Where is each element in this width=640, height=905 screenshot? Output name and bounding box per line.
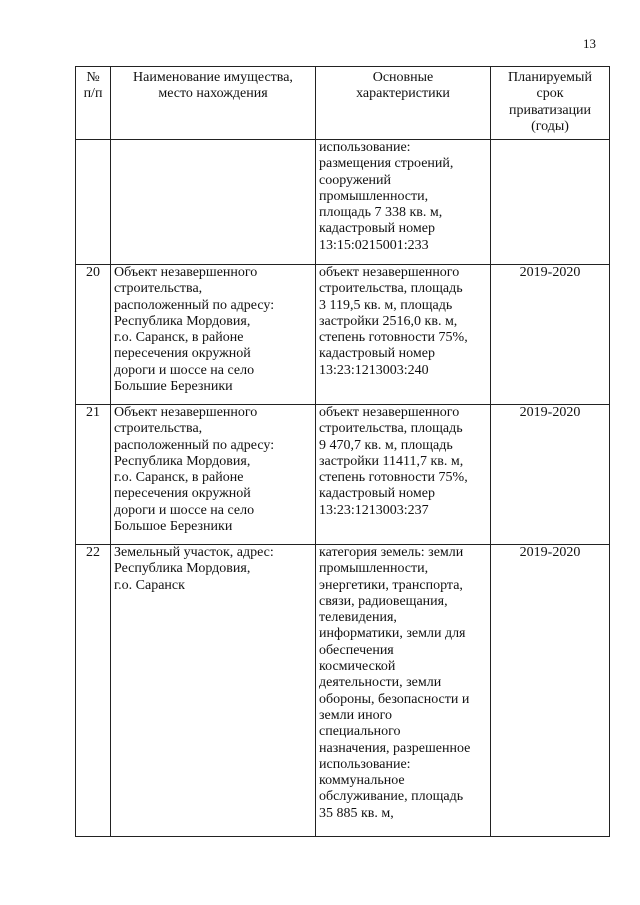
row-num: 21 bbox=[76, 405, 111, 545]
table-body bbox=[76, 140, 610, 837]
table-header bbox=[76, 67, 610, 140]
row-num: 22 bbox=[76, 545, 111, 837]
header-row bbox=[76, 67, 610, 140]
row-num: 20 bbox=[76, 265, 111, 405]
page-number: 13 bbox=[583, 36, 596, 51]
row-num bbox=[76, 140, 111, 265]
header-num: № п/п bbox=[76, 67, 111, 140]
row-characteristics: категория земель: земли промышленности, энергетики, транспорта, связи, радиовещания, телевидения, информатики, земли для обеспечения космической деятельности, земли обороны, безопасности и земли иного специального назначения, разрешенное использование: коммунальное обслуживание, площадь 35 885 кв. м, bbox=[316, 545, 491, 837]
table-row bbox=[76, 405, 610, 545]
row-term: 2019-2020 bbox=[491, 405, 610, 545]
table-row bbox=[76, 545, 610, 837]
row-term: 2019-2020 bbox=[491, 265, 610, 405]
row-characteristics: использование: размещения строений, сооружений промышленности, площадь 7 338 кв. м, кадастровый номер 13:15:0215001:233 bbox=[316, 140, 491, 265]
table-row bbox=[76, 140, 610, 265]
header-name: Наименование имущества, место нахождения bbox=[111, 67, 316, 140]
row-name: Объект незавершенного строительства, расположенный по адресу: Республика Мордовия, г.о. Саранск, в районе пересечения окружной дороги и шоссе на село Большие Березники bbox=[111, 265, 316, 405]
row-name: Объект незавершенного строительства, расположенный по адресу: Республика Мордовия, г.о. Саранск, в районе пересечения окружной дороги и шоссе на село Большое Березники bbox=[111, 405, 316, 545]
row-characteristics: объект незавершенного строительства, площадь 9 470,7 кв. м, площадь застройки 11411,7 кв. м, степень готовности 75%, кадастровый номер 13:23:1213003:237 bbox=[316, 405, 491, 545]
privatization-table bbox=[75, 66, 610, 837]
header-term: Планируемый срок приватизации (годы) bbox=[491, 67, 610, 140]
row-name bbox=[111, 140, 316, 265]
row-characteristics: объект незавершенного строительства, площадь 3 119,5 кв. м, площадь застройки 2516,0 кв. м, степень готовности 75%, кадастровый номер 13:23:1213003:240 bbox=[316, 265, 491, 405]
row-term bbox=[491, 140, 610, 265]
row-name: Земельный участок, адрес: Республика Мордовия, г.о. Саранск bbox=[111, 545, 316, 837]
row-term: 2019-2020 bbox=[491, 545, 610, 837]
table-row bbox=[76, 265, 610, 405]
header-characteristics: Основные характеристики bbox=[316, 67, 491, 140]
